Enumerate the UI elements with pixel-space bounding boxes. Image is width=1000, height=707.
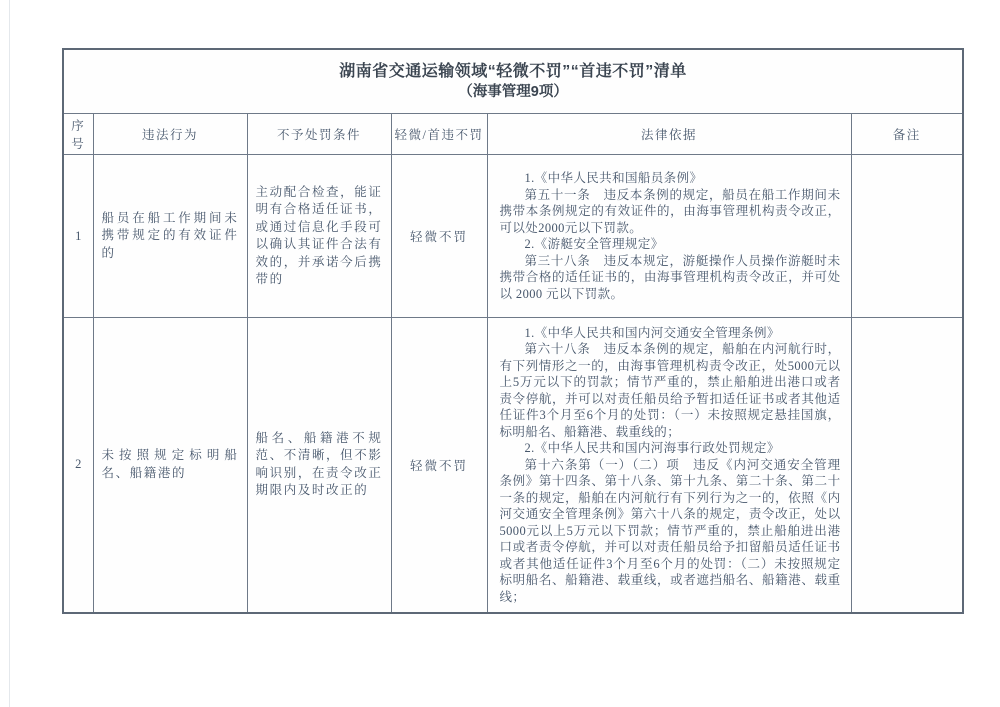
row1-illegal-act: 船员在船工作期间未携带规定的有效证件的 xyxy=(93,155,247,318)
row1-serial-number: 1 xyxy=(63,155,93,318)
paper-edge-line xyxy=(9,0,10,707)
header-remark: 备注 xyxy=(851,114,963,155)
table-row xyxy=(63,155,963,318)
row1-category: 轻微不罚 xyxy=(391,155,487,318)
row1-legal-paragraph: 第三十八条 违反本规定，游艇操作人员操作游艇时未携带合格的适任证书的，由海事管理机构责令改正，并可处以 2000 元以下罚款。 xyxy=(499,253,841,301)
row1-legal-paragraph: 2.《游艇安全管理规定》 xyxy=(524,237,664,251)
row2-legal-paragraph: 1.《中华人民共和国内河交通安全管理条例》 xyxy=(524,325,780,340)
row1-exemption-condition: 主动配合检查，能证明有合格适任证书，或通过信息化手段可以确认其证件合法有效的，并承诺今后携带的 xyxy=(247,155,391,318)
row2-serial-number: 2 xyxy=(63,318,93,613)
header-category: 轻微/首违不罚 xyxy=(391,114,487,155)
header-legal-basis: 法律依据 xyxy=(487,114,851,155)
document-subtitle: （海事管理9项） xyxy=(458,84,568,100)
title-row xyxy=(63,49,963,114)
row2-legal-paragraph: 第十六条第（一）（二）项 违反《内河交通安全管理条例》第十四条、第十八条、第十九条、第二十条、第二十一条的规定，船舶在内河航行有下列行为之一的，依照《内河交通安全管理条例》第六十八条的规定，责令改正，处以5000元以上5万元以下罚款；情节严重的，禁止船舶进出港口或者责令停航，并可以对责任船员给予扣留船员适任证书或者其他适任证件3个月至6个月的处罚：（二）未按照规定标明船名、船籍港、载重线，或者遮挡船名、船籍港、载重线； xyxy=(499,457,841,604)
row1-legal-basis xyxy=(487,155,851,318)
row2-exemption-condition: 船名、船籍港不规范、不清晰，但不影响识别，在责令改正期限内及时改正的 xyxy=(247,318,391,613)
row2-category: 轻微不罚 xyxy=(391,318,487,613)
header-serial-number: 序号 xyxy=(63,114,93,155)
header-illegal-act: 违法行为 xyxy=(93,114,247,155)
row2-illegal-act: 未按照规定标明船名、船籍港的 xyxy=(93,318,247,613)
row1-legal-paragraph: 第五十一条 违反本条例的规定，船员在船工作期间未携带本条例规定的有效证件的，由海事管理机构责令改正，可以处2000元以下罚款。 xyxy=(499,187,841,235)
table-row xyxy=(63,318,963,613)
row2-legal-paragraph: 第六十八条 违反本条例的规定，船舶在内河航行时，有下列情形之一的，由海事管理机构责令改正，处5000元以上5万元以下的罚款；情节严重的，禁止船舶进出港口或者责令停航，并可以对责任船员给予暂扣适任证书或者其他适任证件3个月至6个月的处罚：（一）未按照规定悬挂国旗，标明船名、船籍港、载重线的； xyxy=(499,342,841,439)
row1-legal-paragraph: 1.《中华人民共和国船员条例》 xyxy=(524,171,703,185)
row2-remark xyxy=(851,318,963,613)
penalty-exemption-table xyxy=(62,48,964,614)
table-header-row xyxy=(63,114,963,155)
document-title-cell xyxy=(63,49,963,114)
row2-legal-basis xyxy=(487,318,851,613)
header-exemption-condition: 不予处罚条件 xyxy=(247,114,391,155)
document-title: 湖南省交通运输领域“轻微不罚”“首违不罚”清单 xyxy=(339,63,687,80)
row2-legal-paragraph: 2.《中华人民共和国内河海事行政处罚规定》 xyxy=(524,441,780,455)
row1-remark xyxy=(851,155,963,318)
